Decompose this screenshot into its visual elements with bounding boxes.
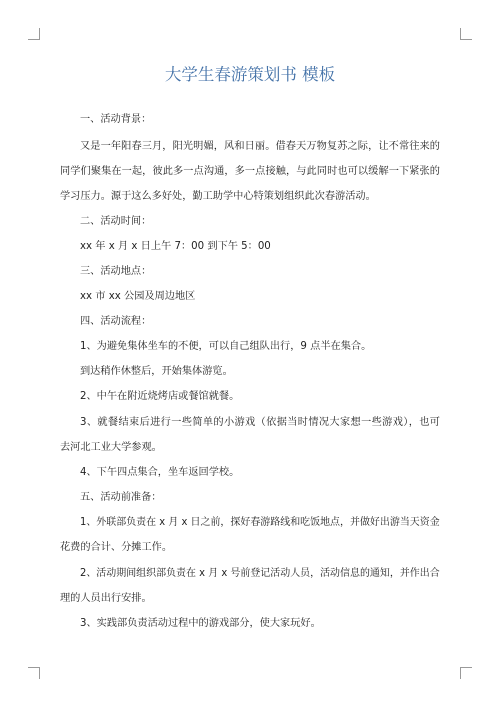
process-step-1-text: 1、为避免集体坐车的不便，可以自己组队出行，9 点半在集合。 [80, 341, 372, 352]
preparation-item-2-line: 2、活动期间组织部负责在 x 月 x 号前登记活动人员，活动信息的通知，并作出合 [80, 568, 440, 579]
section-heading-location: 三、活动地点： [80, 266, 152, 277]
preparation-item-1-line: 花费的合计、分摊工作。 [60, 542, 173, 553]
corner-mark-bottom-left [28, 667, 40, 679]
process-step-3-line: 3、就餐结束后进行一些简单的小游戏（依据当时情况大家想一些游戏），也可 [80, 417, 440, 428]
preparation-item-2-line: 理的人员出行安排。 [60, 593, 152, 604]
process-arrival-text: 到达稍作休整后，开始集体游览。 [80, 366, 233, 377]
document-title: 大学生春游策划书 模板 [164, 65, 336, 84]
activity-time-text: xx 年 x 月 x 日上午 7：00 到下午 5：00 [80, 241, 271, 252]
process-step-2-text: 2、中午在附近烧烤店或餐馆就餐。 [80, 391, 240, 402]
section-heading-process: 四、活动流程： [80, 316, 152, 327]
section-heading-time: 二、活动时间： [80, 216, 152, 227]
process-step-4-text: 4、下午四点集合，坐车返回学校。 [80, 467, 240, 478]
preparation-item-1-line: 1、外联部负责在 x 月 x 日之前，探好春游路线和吃饭地点，并做好出游当天资金 [80, 517, 440, 528]
corner-mark-top-left [28, 28, 40, 40]
process-step-3-line: 去河北工业大学参观。 [60, 442, 162, 453]
preparation-item-3-text: 3、实践部负责活动过程中的游戏部分，使大家玩好。 [80, 618, 321, 629]
activity-location-text: xx 市 xx 公园及周边地区 [80, 291, 196, 302]
corner-mark-top-right [460, 28, 472, 40]
section-heading-preparation: 五、活动前准备： [80, 492, 162, 503]
background-paragraph-line: 同学们聚集在一起，彼此多一点沟通，多一点接触，与此同时也可以缓解一下紧张的 [60, 166, 440, 177]
background-paragraph-line: 学习压力。源于这么多好处，勤工助学中心特策划组织此次春游活动。 [60, 191, 376, 202]
background-paragraph-line: 又是一年阳春三月，阳光明媚，风和日丽。借春天万物复苏之际，让不常往来的 [80, 141, 440, 152]
section-heading-background: 一、活动背景： [80, 114, 152, 125]
corner-mark-bottom-right [460, 667, 472, 679]
